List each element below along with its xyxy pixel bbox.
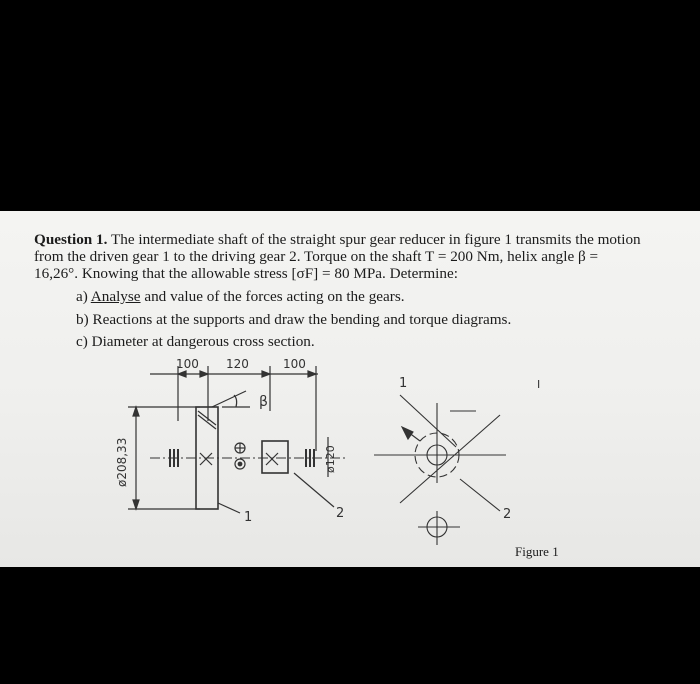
- item-a-keyword: Analyse: [90, 288, 141, 305]
- item-c: c) Diameter at dangerous cross section.: [76, 333, 315, 350]
- shaft-figure: [0, 211, 700, 567]
- diameter-120-label: ø120: [324, 445, 337, 473]
- dim-1: 100: [176, 357, 199, 371]
- figure-caption: Figure 1: [515, 544, 559, 559]
- item-a-prefix: a): [76, 288, 91, 305]
- dimension-line: [150, 366, 318, 451]
- gear-2-label: 2: [336, 506, 345, 521]
- side-gear-1-label: 1: [399, 376, 408, 391]
- side-view: [374, 395, 506, 545]
- question-line-2: from the driven gear 1 to the driving gear 2. Torque on the shaft T = 200 Nm, helix angle β =: [34, 248, 599, 265]
- question-line-3: 16,26°. Knowing that the allowable stress [σF] = 80 MPa. Determine:: [34, 265, 458, 282]
- side-gear-2-label: 2: [503, 507, 512, 522]
- view-label: I: [537, 378, 541, 391]
- item-a-rest: and value of the forces acting on the gears.: [140, 288, 405, 305]
- gear-1-label: 1: [244, 510, 253, 525]
- item-b: b) Reactions at the supports and draw the bending and torque diagrams.: [76, 311, 512, 328]
- question-photo: [0, 211, 700, 567]
- diameter-208-label: ø208,33: [115, 437, 129, 487]
- gear-2: [262, 441, 288, 473]
- dim-3: 100: [283, 357, 306, 371]
- dim-2: 120: [226, 357, 249, 371]
- question-text-1: The intermediate shaft of the straight spur gear reducer in figure 1 transmits the motion: [107, 231, 641, 248]
- beta-label: β: [259, 394, 268, 410]
- question-label: Question 1.: [34, 231, 108, 248]
